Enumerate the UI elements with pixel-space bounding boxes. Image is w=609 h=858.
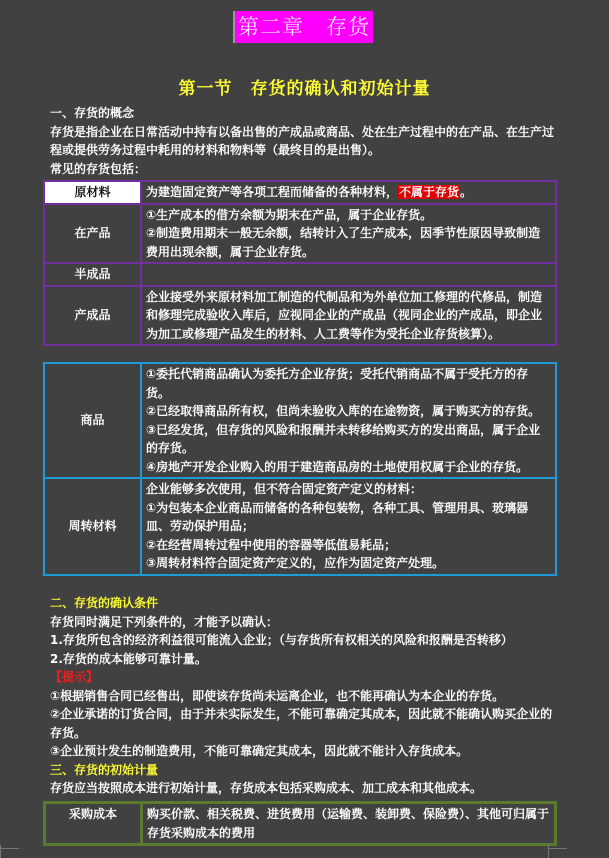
inventory-types-table [43,180,557,346]
part3-heading: 三、存货的初始计量 [50,762,159,777]
table-row [44,181,556,204]
goods-materials-table [43,362,557,576]
tip-label: 【提示】 [50,670,99,684]
section-title: 第一节 存货的确认和初始计量 [178,79,431,99]
row-content: 企业能够多次使用，但不符合固定资产定义的材料： ①为包装本企业商品而储备的各种包装物，各种工具、管理用具、玻璃器皿、劳动保护用品； ②在经营周转过程中使用的容器等低值易耗品； ③周转材料符合固定资产定义的，应作为固定资产处理。 [141,478,556,575]
row-content: ①委托代销商品确认为委托方企业存货；受托代销商品不属于受托方的存货。 ②已经取得商品所有权，但尚未验收入库的在途物资，属于购买方的存货。 ③已经发货，但存货的风险和报酬并未转移给购买方的发出商品，属于企业的存货。 ④房地产开发企业购入的用于建造商品房的土地使用权属于企业的存货。 [141,363,556,478]
table-row [45,803,556,845]
tip-1: ①根据销售合同已经售出，即使该存货尚未运离企业，也不能再确认为本企业的存货。 [50,688,505,703]
row-label: 商品 [44,363,141,478]
part1-heading: 一、存货的概念 [50,106,135,120]
concept-block [50,104,560,178]
table-row [44,286,556,346]
part3-intro: 存货应当按照成本进行初始计量，存货成本包括采购成本、加工成本和其他成本。 [50,781,483,795]
page-margin-mark-left [0,845,21,858]
table-row [44,263,556,286]
purchase-cost-table [43,801,557,846]
tip-2: ②企业承诺的订货合同，由于并未实际发生，不能可靠确定其成本，因此就不能确认购买企业的存货。 [50,707,553,740]
row-label: 原材料 [44,181,141,204]
table-row [44,363,556,478]
part2-intro: 存货同时满足下列条件的，才能予以确认： [50,614,279,629]
row-content: 企业接受外来原材料加工制造的代制品和为外单位加工修理的代修品，制造和修理完成验收入库后，应视同企业的产成品（视同企业的产成品，即企业为加工或修理产品发生的材料、人工费等作为受托企业存货核算）。 [141,286,556,346]
table-row [44,204,556,264]
row-content [141,263,556,286]
common-intro: 常见的存货包括： [50,161,147,176]
row-label: 半成品 [44,263,141,286]
part2-heading: 二、存货的确认条件 [50,596,159,610]
row-content: 购买价款、相关税费、进货费用（运输费、装卸费、保险费）、其他可归属于存货采购成本的费用 [142,803,556,845]
row-label: 采购成本 [45,803,142,845]
row-content: ①生产成本的借方余额为期末在产品，属于企业存货。 ②制造费用期末一般无余额，结转计入了生产成本，因季节性原因导致制造费用出现余额，属于企业存货。 [141,204,556,264]
table-row [44,478,556,575]
chapter-title: 第二章 存货 [233,11,373,43]
row-content: 为建造固定资产等各项工程而储备的各种材料，不属于存货。 [141,181,556,204]
row-label: 在产品 [44,204,141,264]
row-label: 产成品 [44,286,141,346]
page-margin-mark-right [548,845,569,858]
condition-1: 1.存货所包含的经济利益很可能流入企业；（与存货所有权相关的风险和报酬是否转移） [50,633,513,647]
not-inventory-highlight: 不属于存货 [399,185,460,199]
condition-2: 2.存货的成本能够可靠计量。 [50,651,207,666]
tip-3: ③企业预计发生的制造费用，不能可靠确定其成本，因此就不能计入存货成本。 [50,744,469,758]
row-label: 周转材料 [44,478,141,575]
definition-text: 存货是指企业在日常活动中持有以备出售的产成品或商品、处在生产过程中的在产品、在生产过程或提供劳务过程中耗用的材料和物料等（最终目的是出售）。 [50,124,555,157]
recognition-block [50,594,560,798]
